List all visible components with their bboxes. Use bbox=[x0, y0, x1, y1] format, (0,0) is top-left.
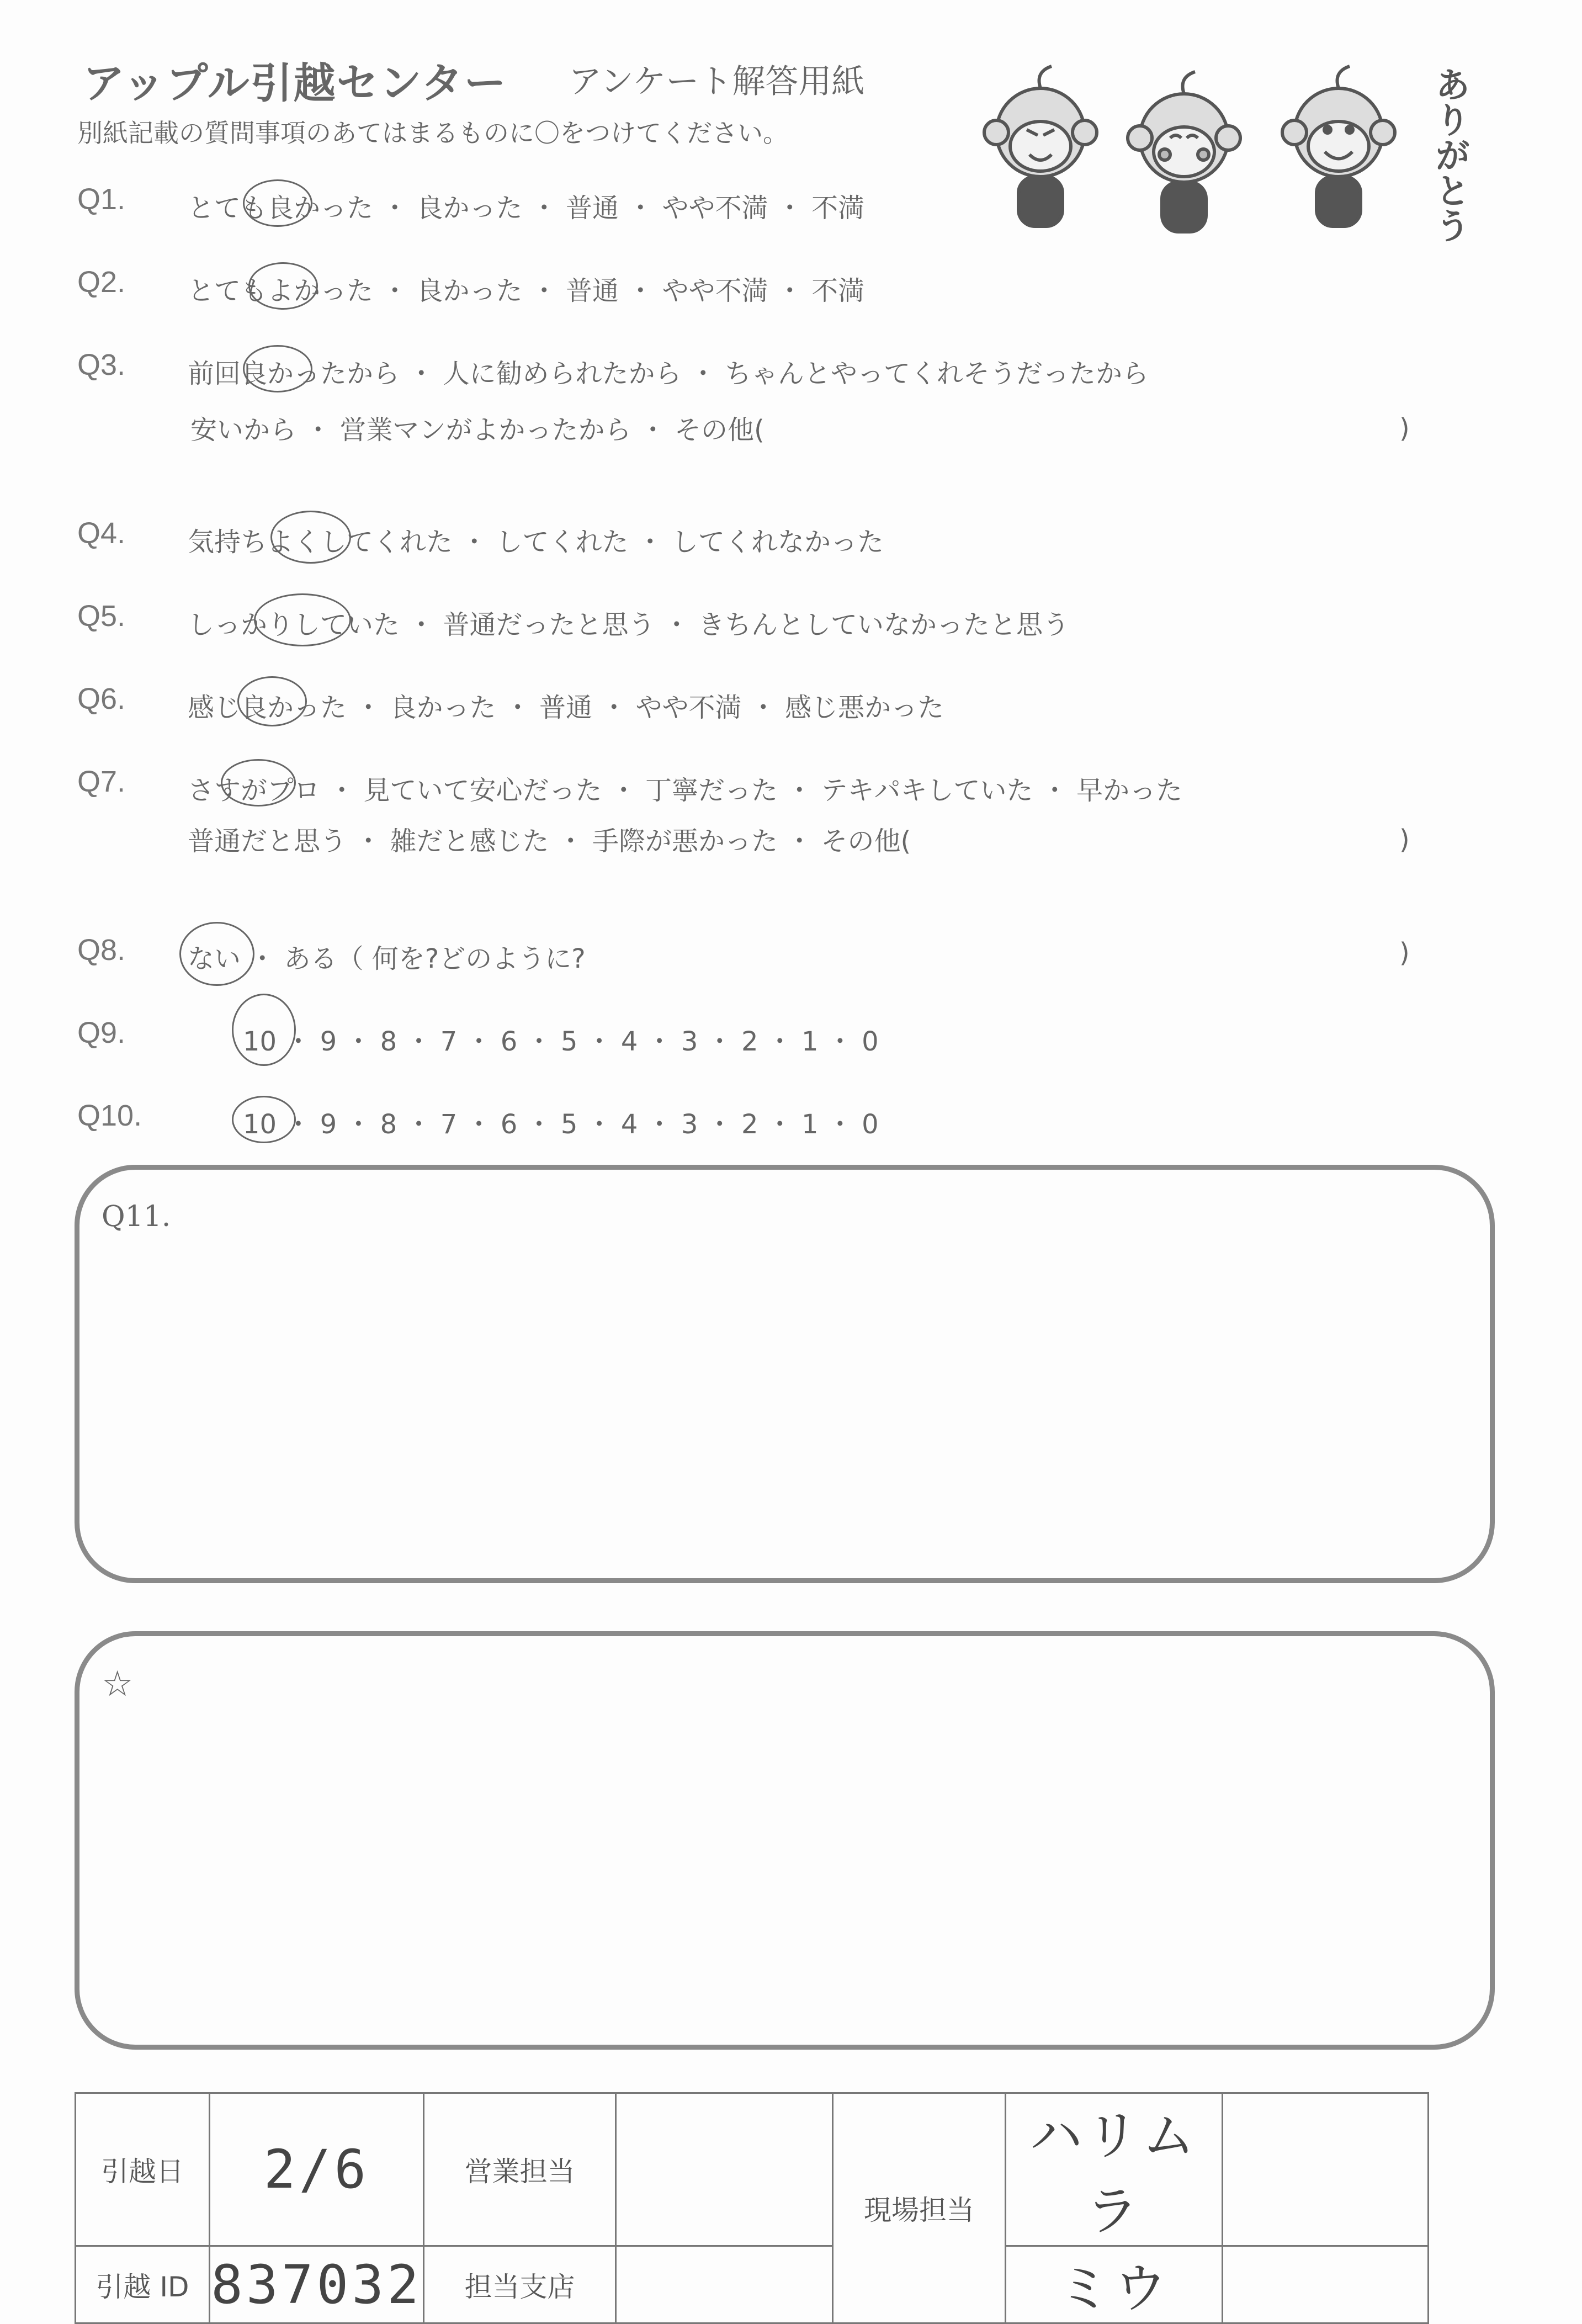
question-options: 10 ・ 9 ・ 8 ・ 7 ・ 6 ・ 5 ・ 4 ・ 3 ・ 2 ・ 1 ・ 0 bbox=[243, 1109, 879, 1140]
move-date-label: 引越日 bbox=[76, 2093, 210, 2246]
answer-circle bbox=[232, 994, 296, 1066]
answer-circle bbox=[248, 262, 318, 310]
close-paren: ) bbox=[1399, 937, 1410, 968]
site-value-1: ハリムラ bbox=[1006, 2093, 1223, 2246]
question-options-line2: 普通だと思う ・ 雑だと感じた ・ 手際が悪かった ・ その他( bbox=[188, 826, 911, 857]
question-options: しっかりしていた ・ 普通だったと思う ・ きちんとしていなかったと思う bbox=[188, 609, 1070, 640]
site-label: 現場担当 bbox=[833, 2093, 1006, 2323]
site-extra-2 bbox=[1223, 2246, 1429, 2323]
question-label: Q9. bbox=[77, 1016, 126, 1049]
question-options: とても良かった ・ 良かった ・ 普通 ・ やや不満 ・ 不満 bbox=[188, 193, 865, 224]
answer-circle bbox=[221, 759, 296, 806]
question-label: Q3. bbox=[77, 348, 126, 381]
footer-table bbox=[75, 2092, 1429, 2324]
branch-value bbox=[616, 2246, 833, 2323]
question-options: さすがプロ ・ 見ていて安心だった ・ 丁寧だった ・ テキパキしていた ・ 早かった bbox=[188, 775, 1183, 806]
thanks-text: ありがとう bbox=[1429, 66, 1470, 243]
close-paren: ) bbox=[1399, 413, 1410, 444]
question-options: とてもよかった ・ 良かった ・ 普通 ・ やや不満 ・ 不満 bbox=[188, 275, 865, 306]
instruction-text: 別紙記載の質問事項のあてはまるものに〇をつけてください。 bbox=[77, 118, 788, 148]
question-options: ない ・ ある（ 何を?どのように? bbox=[188, 943, 586, 974]
question-label: Q2. bbox=[77, 266, 126, 299]
site-value-2: ミウ bbox=[1006, 2246, 1223, 2323]
page-title: アップル引越センター bbox=[83, 59, 507, 108]
branch-label: 担当支店 bbox=[424, 2246, 616, 2323]
move-id-value: 837032 bbox=[210, 2246, 424, 2323]
answer-circle bbox=[179, 922, 254, 986]
move-id-label: 引越 ID bbox=[76, 2246, 210, 2323]
q11-comment-box bbox=[75, 1165, 1495, 1583]
star-comment-box bbox=[75, 1631, 1495, 2050]
page-subtitle: アンケート解答用紙 bbox=[569, 62, 865, 101]
question-options-line2: 安いから ・ 営業マンがよかったから ・ その他( bbox=[190, 415, 765, 445]
question-label: Q6. bbox=[77, 682, 126, 715]
answer-circle bbox=[270, 511, 351, 564]
question-label: Q10. bbox=[77, 1099, 142, 1132]
star-icon: ☆ bbox=[102, 1664, 134, 1705]
question-options: 前回良かったから ・ 人に勧められたから ・ ちゃんとやってくれそうだったから bbox=[188, 358, 1149, 389]
answer-circle bbox=[254, 593, 351, 646]
question-options: 感じ良かった ・ 良かった ・ 普通 ・ やや不満 ・ 感じ悪かった bbox=[188, 692, 944, 723]
question-label: Q7. bbox=[77, 765, 126, 798]
answer-circle bbox=[237, 676, 307, 726]
question-options: 気持ちよくしてくれた ・ してくれた ・ してくれなかった bbox=[188, 527, 884, 558]
question-label: Q8. bbox=[77, 933, 126, 967]
question-options: 10 ・ 9 ・ 8 ・ 7 ・ 6 ・ 5 ・ 4 ・ 3 ・ 2 ・ 1 ・ 0 bbox=[243, 1026, 879, 1057]
answer-circle bbox=[243, 345, 312, 392]
question-label: Q1. bbox=[77, 183, 126, 216]
move-date-value: 2/6 bbox=[210, 2093, 424, 2246]
monkey-mascot-illustration bbox=[977, 50, 1474, 248]
sales-label: 営業担当 bbox=[424, 2093, 616, 2246]
answer-circle bbox=[232, 1096, 296, 1143]
close-paren: ) bbox=[1399, 824, 1410, 855]
question-label: Q5. bbox=[77, 599, 126, 633]
monkey-icon bbox=[977, 50, 1419, 248]
q11-label: Q11. bbox=[102, 1200, 171, 1233]
sales-value bbox=[616, 2093, 833, 2246]
site-extra-1 bbox=[1223, 2093, 1429, 2246]
question-label: Q4. bbox=[77, 517, 126, 550]
answer-circle bbox=[243, 179, 312, 227]
